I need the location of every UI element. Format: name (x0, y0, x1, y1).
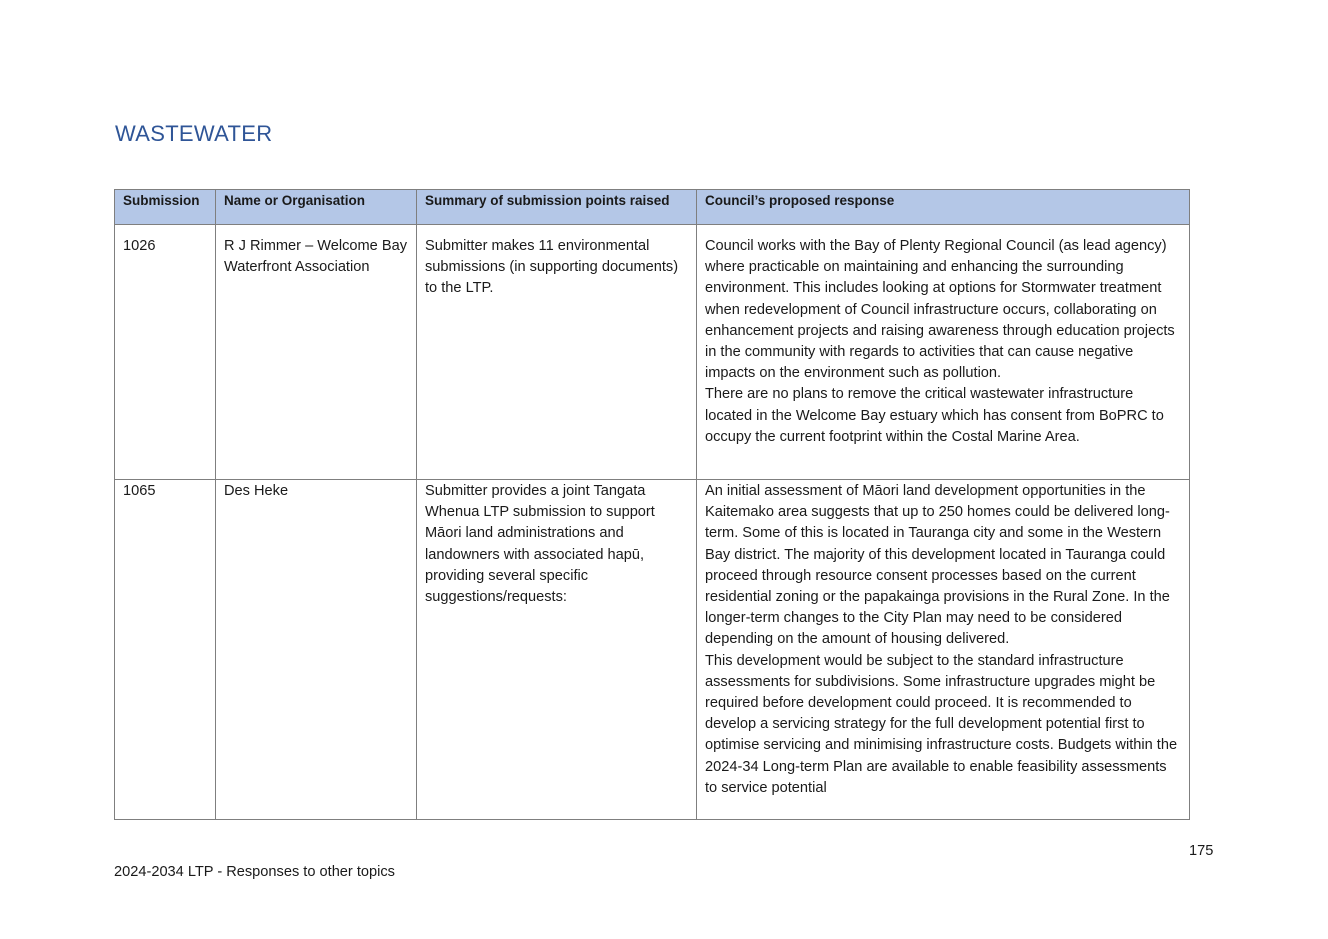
header-council-response: Council’s proposed response (697, 190, 1190, 225)
submissions-table (114, 189, 1190, 820)
table-row (115, 225, 1190, 480)
table-row (115, 480, 1190, 820)
response-paragraph: There are no plans to remove the critical wastewater infrastructure located in the Welcome Bay estuary which has consent from BoPRC to occupy the current footprint within the Costal Marine Area. (705, 386, 1164, 445)
header-submission: Submission (115, 190, 216, 225)
submitter-name: R J Rimmer – Welcome Bay Waterfront Association (216, 225, 417, 480)
page-footer: 2024-2034 LTP - Responses to other topics (114, 864, 395, 880)
header-summary: Summary of submission points raised (417, 190, 697, 225)
section-heading: WASTEWATER (115, 121, 273, 146)
submission-number: 1065 (115, 480, 216, 820)
submitter-name: Des Heke (216, 480, 417, 820)
submission-number: 1026 (115, 225, 216, 480)
table-header-row (115, 190, 1190, 225)
council-response (697, 225, 1190, 480)
header-name-or-organisation: Name or Organisation (216, 190, 417, 225)
response-paragraph: Council works with the Bay of Plenty Regional Council (as lead agency) where practicable on maintaining and enhancing the surrounding environment. This includes looking at options for Stormwater treatment when redevelopment of Council infrastructure occurs, collaborating on enhancement projects and raising awareness through education projects in the community with regards to activities that can cause negative impacts on the environment such as pollution. (705, 238, 1175, 382)
response-paragraph: An initial assessment of Māori land development opportunities in the Kaitemako area suggests that up to 250 homes could be delivered long-term. Some of this is located in Tauranga city and some in the Western Bay district. The majority of this development located in Tauranga could proceed through resource consent processes based on the current residential zoning or the papakainga provisions in the Rural Zone. In the longer-term changes to the City Plan may need to be considered depending on the amount of housing delivered. (705, 483, 1170, 648)
page-number: 175 (1189, 843, 1214, 859)
council-response (697, 480, 1190, 820)
response-paragraph: This development would be subject to the standard infrastructure assessments for subdivisions. Some infrastructure upgrades might be required before development could proceed. It is recommended to develop a servicing strategy for the full development potential first to optimise servicing and minimising infrastructure costs. Budgets within the 2024-34 Long-term Plan are available to enable feasibility assessments to service potential (705, 652, 1178, 796)
submission-summary: Submitter provides a joint Tangata Whenua LTP submission to support Māori land administrations and landowners with associated hapū, providing several specific suggestions/requests: (417, 480, 697, 820)
submission-summary: Submitter makes 11 environmental submissions (in supporting documents) to the LTP. (417, 225, 697, 480)
